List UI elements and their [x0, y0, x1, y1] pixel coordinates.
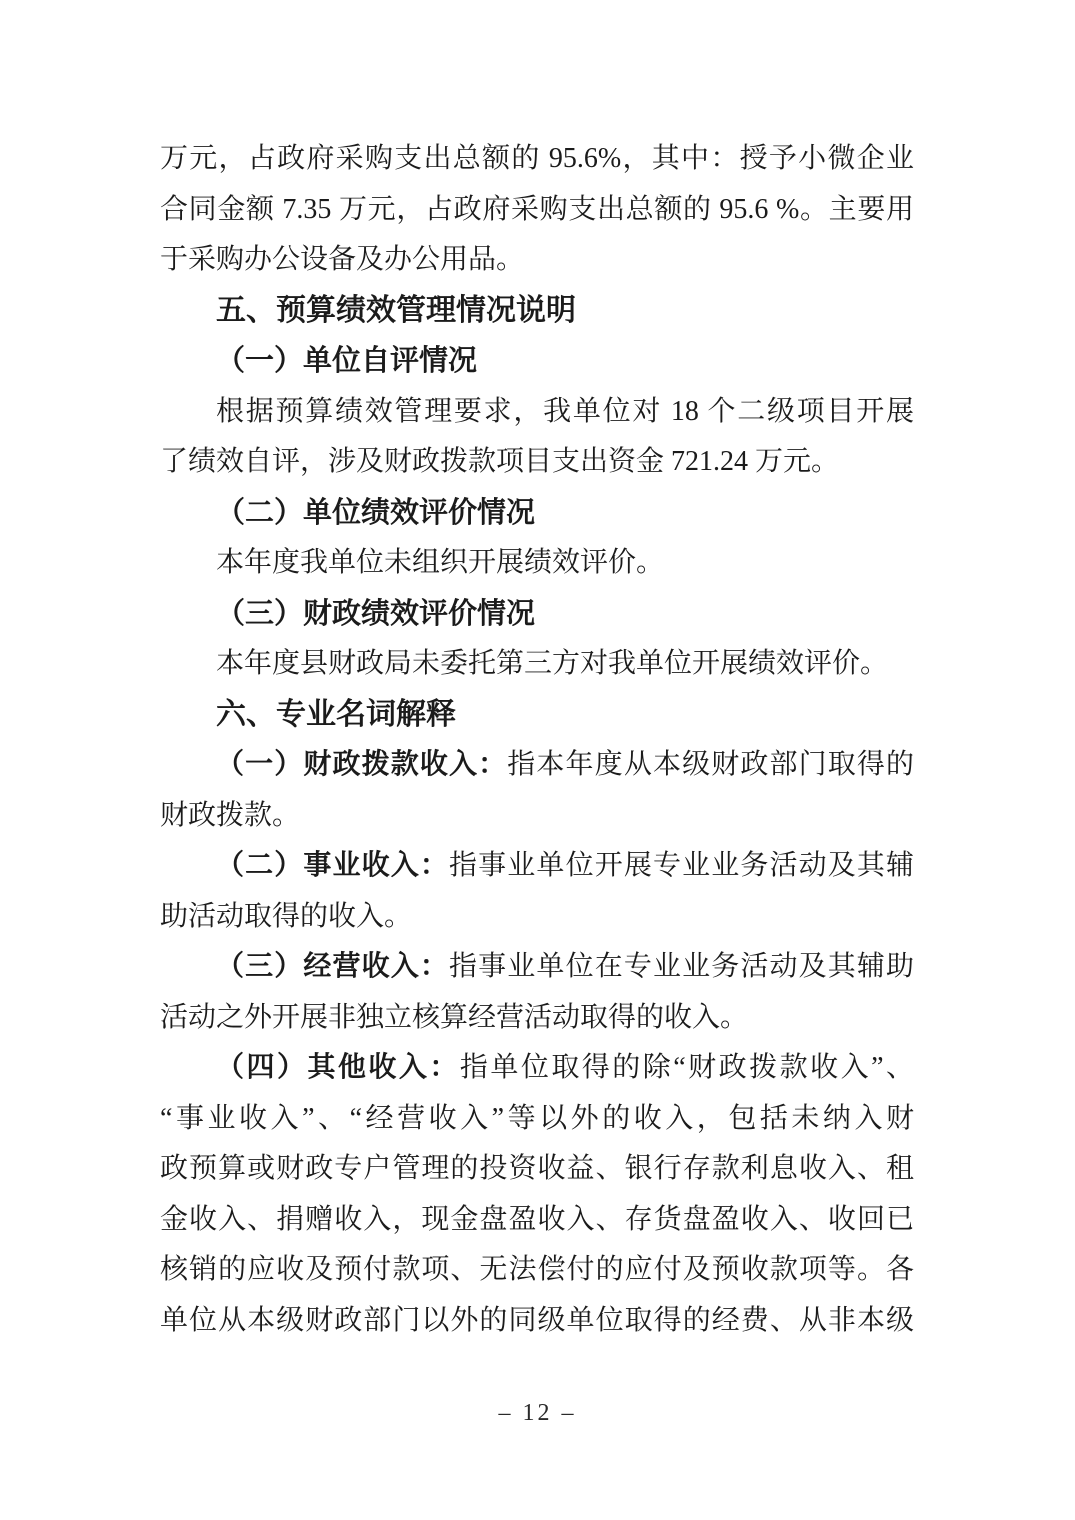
definition-term: （四）其他收入：: [216, 1052, 460, 1083]
definition-line: [160, 1043, 914, 1094]
definition-term: （三）经营收入：: [216, 951, 450, 982]
section-heading-5: 五、预算绩效管理情况说明: [216, 293, 576, 327]
definition-term: （二）事业收入：: [216, 850, 450, 881]
definition-text: 指单位取得的除“财政拨款收入”、: [459, 1052, 914, 1083]
subsection-heading: （三）财政绩效评价情况: [216, 597, 536, 630]
definition-text: 指事业单位在专业业务活动及其辅助: [449, 951, 914, 982]
definition-text: 指本年度从本级财政部门取得的: [507, 749, 914, 780]
definition-line: [160, 740, 914, 791]
section-heading-6: 六、专业名词解释: [216, 697, 456, 731]
document-body: [160, 134, 914, 1346]
text-line: 财政拨款。: [160, 799, 301, 831]
text-line: 本年度县财政局未委托第三方对我单位开展绩效评价。: [216, 648, 889, 679]
text-line: 助活动取得的收入。: [160, 900, 413, 932]
subsection-heading: （二）单位绩效评价情况: [216, 496, 536, 529]
text-line: 本年度我单位未组织开展绩效评价。: [216, 547, 665, 578]
definition-term: （一）财政拨款收入：: [216, 749, 508, 780]
text-line: 核销的应收及预付款项、无法偿付的应付及预收款项等。各: [160, 1254, 914, 1285]
subsection-heading: （一）单位自评情况: [216, 345, 478, 377]
text-line: 万元，占政府采购支出总额的 95.6%，其中：授予小微企业: [160, 143, 914, 174]
text-line: 合同金额 7.35 万元，占政府采购支出总额的 95.6 %。主要用: [160, 193, 914, 225]
text-line: “事业收入”、“经营收入”等以外的收入，包括未纳入财: [160, 1102, 914, 1134]
definition-text: 指事业单位开展专业业务活动及其辅: [449, 850, 914, 881]
page-number: – 12 –: [498, 1400, 577, 1426]
text-line: 政预算或财政专户管理的投资收益、银行存款利息收入、租: [160, 1153, 914, 1184]
definition-line: [160, 841, 914, 892]
text-line: 单位从本级财政部门以外的同级单位取得的经费、从非本级: [160, 1304, 914, 1336]
text-line: 金收入、捐赠收入，现金盘盈收入、存货盘盈收入、收回已: [160, 1203, 914, 1235]
text-line: 活动之外开展非独立核算经营活动取得的收入。: [160, 1001, 749, 1033]
text-line: 于采购办公设备及办公用品。: [160, 244, 525, 275]
text-line: 根据预算绩效管理要求，我单位对 18 个二级项目开展: [216, 395, 914, 427]
text-line: 了绩效自评，涉及财政拨款项目支出资金 721.24 万元。: [160, 446, 840, 477]
definition-line: [160, 942, 914, 993]
